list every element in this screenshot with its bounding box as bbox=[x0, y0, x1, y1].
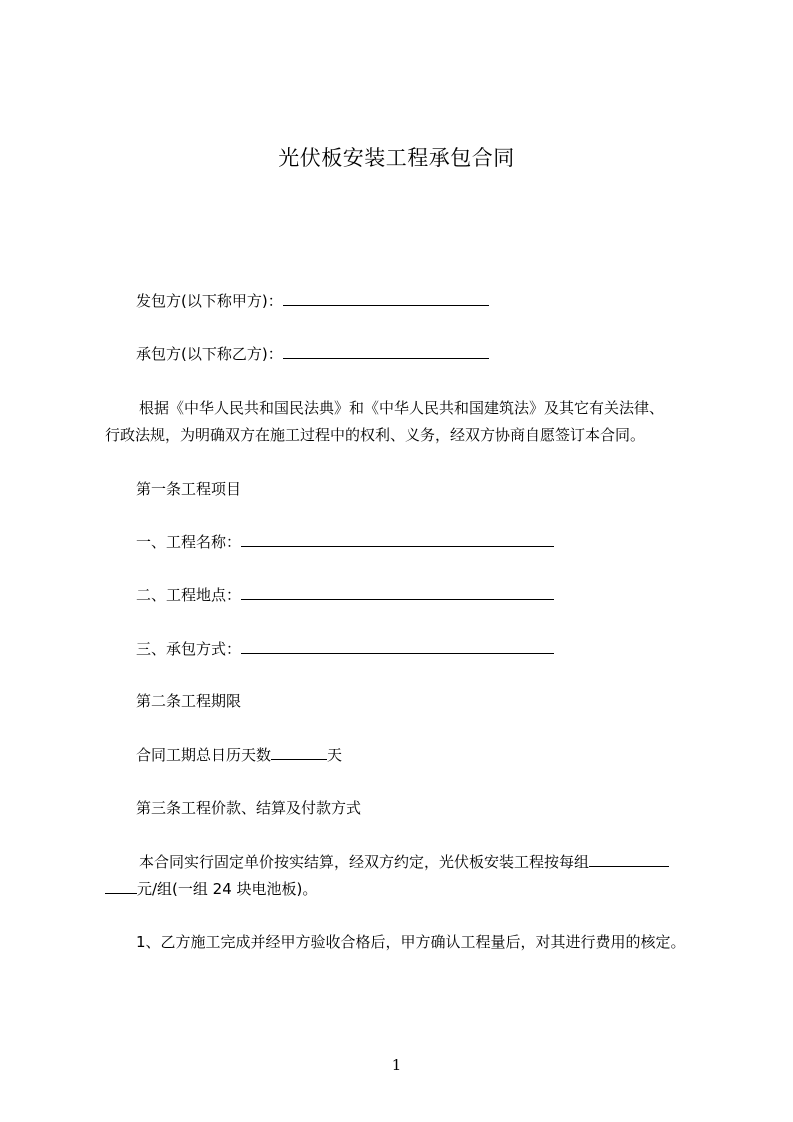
pricing-text: 本合同实行固定单价按实结算，经双方约定，光伏板安装工程按每组 bbox=[139, 853, 590, 871]
duration-blank bbox=[271, 743, 327, 760]
duration-prefix: 合同工期总日历天数 bbox=[136, 746, 272, 764]
document-title: 光伏板安装工程承包合同 bbox=[278, 146, 515, 170]
article-1-heading: 第一条工程项目 bbox=[136, 480, 242, 498]
party-a-line bbox=[136, 289, 489, 313]
pricing-line-1 bbox=[139, 850, 669, 874]
preamble-line-1: 根据《中华人民共和国民法典》和《中华人民共和国建筑法》及其它有关法律、 bbox=[139, 399, 665, 417]
contract-method-blank bbox=[241, 637, 554, 654]
article-3-heading: 第三条工程价款、结算及付款方式 bbox=[136, 799, 362, 817]
duration-suffix: 天 bbox=[327, 746, 343, 764]
preamble-line-2: 行政法规，为明确双方在施工过程中的权利、义务，经双方协商自愿签订本合同。 bbox=[105, 426, 646, 444]
pricing-line-2 bbox=[105, 877, 317, 901]
clause-1: 1、乙方施工完成并经甲方验收合格后，甲方确认工程量后，对其进行费用的核定。 bbox=[136, 933, 686, 951]
project-name-blank bbox=[241, 530, 554, 547]
project-location-blank bbox=[241, 583, 554, 600]
project-name-line bbox=[136, 530, 554, 554]
party-a-blank bbox=[283, 289, 489, 306]
unit-price-blank-continued bbox=[105, 877, 137, 894]
party-a-label: 发包方(以下称甲方)： bbox=[136, 292, 283, 310]
duration-line bbox=[136, 743, 342, 767]
pricing-unit-text: 元/组(一组 24 块电池板)。 bbox=[137, 880, 318, 898]
project-location-line bbox=[136, 583, 554, 607]
project-location-label: 二、工程地点： bbox=[136, 586, 242, 604]
party-b-blank bbox=[283, 342, 489, 359]
contract-method-line bbox=[136, 637, 554, 661]
page-number: 1 bbox=[391, 1056, 402, 1074]
party-b-label: 承包方(以下称乙方)： bbox=[136, 345, 283, 363]
article-2-heading: 第二条工程期限 bbox=[136, 692, 242, 710]
party-b-line bbox=[136, 342, 489, 366]
unit-price-blank bbox=[589, 850, 669, 867]
contract-method-label: 三、承包方式： bbox=[136, 640, 242, 658]
project-name-label: 一、工程名称： bbox=[136, 533, 242, 551]
